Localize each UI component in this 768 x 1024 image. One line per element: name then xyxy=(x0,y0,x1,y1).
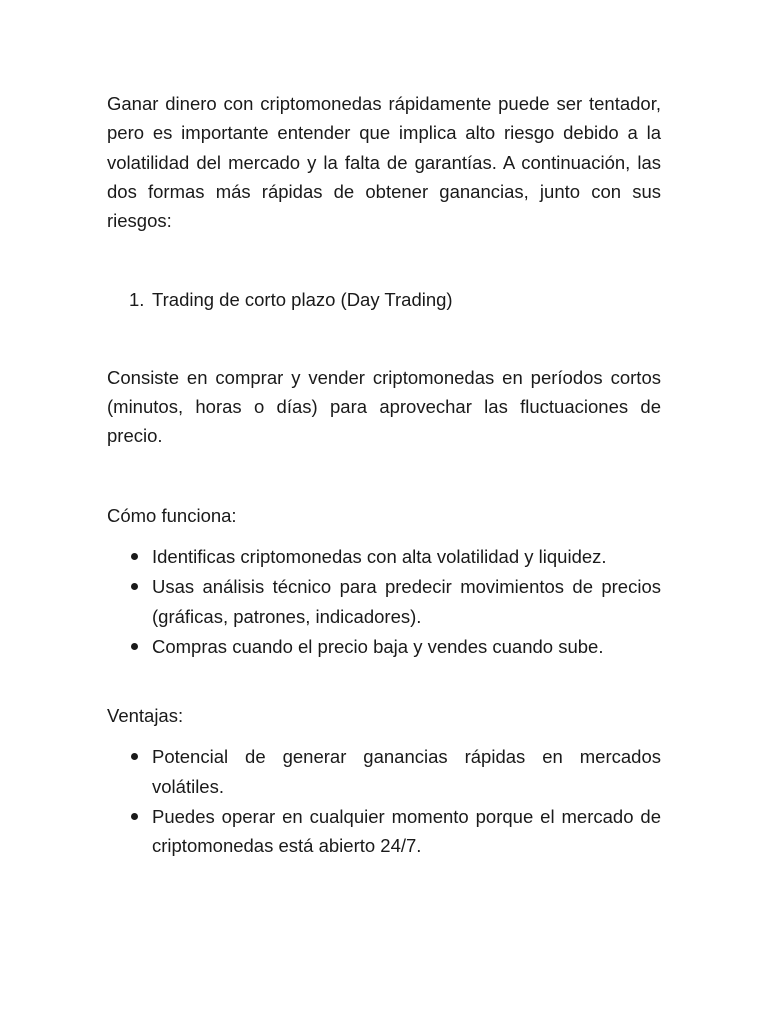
list-item xyxy=(107,632,661,661)
section-title: Trading de corto plazo (Day Trading) xyxy=(152,289,453,311)
list-item xyxy=(107,572,661,631)
list-item xyxy=(107,542,661,571)
bullet-icon xyxy=(131,813,138,820)
document-body xyxy=(107,89,661,901)
bullet-icon xyxy=(131,643,138,650)
how-it-works-list xyxy=(107,542,661,661)
bullet-icon xyxy=(131,553,138,560)
advantages-heading: Ventajas: xyxy=(107,705,184,727)
list-item xyxy=(107,802,661,861)
intro-paragraph: Ganar dinero con criptomonedas rápidamente puede ser tentador, pero es importante entender que implica alto riesgo debido a la volatilidad del mercado y la falta de garantías. A continuación, las dos formas más rápidas de obtener ganancias, junto con sus riesgos: xyxy=(107,93,661,232)
list-item-text: Identificas criptomonedas con alta volatilidad y liquidez. xyxy=(152,545,607,567)
list-item-text: Potencial de generar ganancias rápidas en mercados volátiles. xyxy=(152,746,661,797)
how-it-works-heading: Cómo funciona: xyxy=(107,504,237,526)
advantages-list xyxy=(107,742,661,860)
bullet-icon xyxy=(131,583,138,590)
numbered-list xyxy=(107,285,661,314)
definition-paragraph: Consiste en comprar y vender criptomonedas en períodos cortos (minutos, horas o días) para aprovechar las fluctuaciones de precio. xyxy=(107,366,661,447)
list-item-text: Usas análisis técnico para predecir movimientos de precios (gráficas, patrones, indicadores). xyxy=(152,576,661,627)
numbered-item-1 xyxy=(107,285,661,314)
list-number: 1. xyxy=(129,289,145,311)
list-item xyxy=(107,742,661,801)
bullet-icon xyxy=(131,753,138,760)
list-item-text: Puedes operar en cualquier momento porque el mercado de criptomonedas está abierto 24/7. xyxy=(152,806,661,857)
list-item-text: Compras cuando el precio baja y vendes cuando sube. xyxy=(152,635,604,657)
